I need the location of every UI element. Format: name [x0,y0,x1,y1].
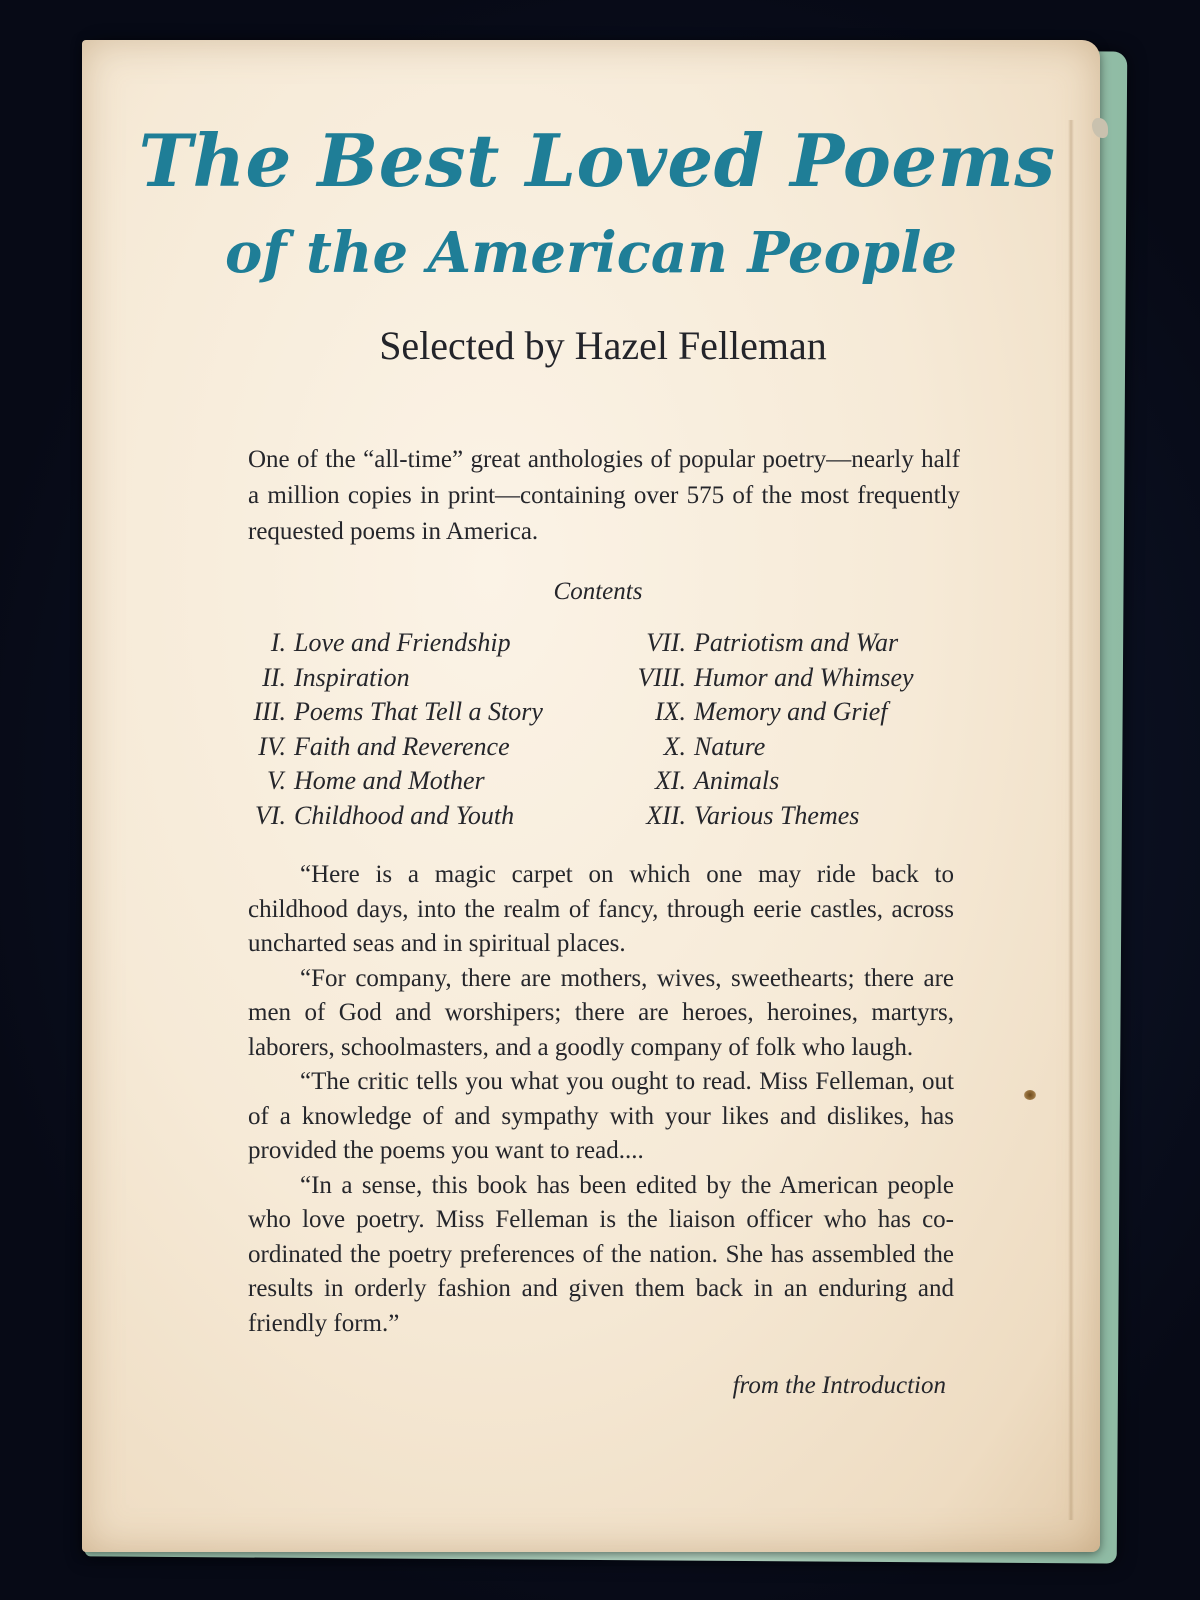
contents-item [240,730,600,765]
contents-item-number: VIII. [637,662,686,692]
contents-item [240,626,600,661]
contents-item-number: I. [270,628,286,657]
contents-item-title: Childhood and Youth [294,800,515,830]
contents-item-title: Poems That Tell a Story [294,697,543,726]
contents-item [626,626,966,661]
contents-item [626,730,966,765]
contents-item [240,799,600,834]
contents-item-title: Humor and Whimsey [694,662,914,692]
contents-item-title: Faith and Reverence [294,731,510,761]
contents-item-number: IX. [654,697,686,726]
quote-paragraph: “The critic tells you what you ought to read. Miss Felleman, out of a knowledge of and sympathy with your likes and dislikes, has provided the poems you want to read.... [248,1068,954,1164]
title-line-2: of the American People [225,220,957,286]
quote-paragraph: “Here is a magic carpet on which one may ride back to childhood days, into the realm of fancy, through eerie castles, across uncharted seas and in spiritual places. [248,861,954,957]
contents-item-title: Nature [694,731,766,761]
introduction-quote [248,858,954,1341]
contents-item [626,661,966,696]
contents-item [240,695,600,730]
contents-item-number: III. [253,697,286,726]
contents-column-right [626,626,966,833]
contents-item-title: Inspiration [294,662,410,692]
contents-item [240,764,600,799]
contents-item-title: Love and Friendship [294,628,511,657]
contents-item-number: V. [266,766,286,795]
quote-attribution: from the Introduction [732,1372,946,1399]
contents-item-title: Patriotism and War [694,628,899,657]
contents-column-left [240,626,600,833]
contents-item-number: VII. [646,628,686,657]
contents-item-number: IV. [258,731,286,761]
quote-paragraph: “In a sense, this book has been edited by the American people who love poetry. Miss Felleman is the liaison officer who has co-ordinated the poetry preferences of the nation. She has assembled the results in orderly fashion and given them back in an enduring and friendly form.” [248,1171,954,1337]
contents-item [626,799,966,834]
contents-item-title: Memory and Grief [694,697,888,726]
byline: Selected by Hazel Felleman [379,323,827,368]
contents-item-number: XI. [654,766,686,795]
contents-item [626,695,966,730]
contents-item [626,764,966,799]
title-line-1: The Best Loved Poems [138,118,1056,203]
contents-heading: Contents [553,578,643,605]
contents-item-number: II. [262,662,286,692]
foxing-stain [1024,1090,1036,1100]
contents-item-number: XII. [646,800,686,830]
contents-item-title: Home and Mother [294,766,485,795]
contents-item-title: Various Themes [694,800,860,830]
contents-item-title: Animals [694,766,780,795]
blurb-paragraph: One of the “all-time” great anthologies of popular poetry—nearly half a million copies in print—containing over 575 of the most frequently requested poems in America. [248,446,960,545]
contents-item [240,661,600,696]
contents-item-number: VI. [254,800,286,830]
contents-item-number: X. [663,731,686,761]
quote-paragraph: “For company, there are mothers, wives, sweethearts; there are men of God and worshipers; there are heroes, heroines, martyrs, laborers, schoolmasters, and a goodly company of folk who laugh. [248,964,954,1061]
